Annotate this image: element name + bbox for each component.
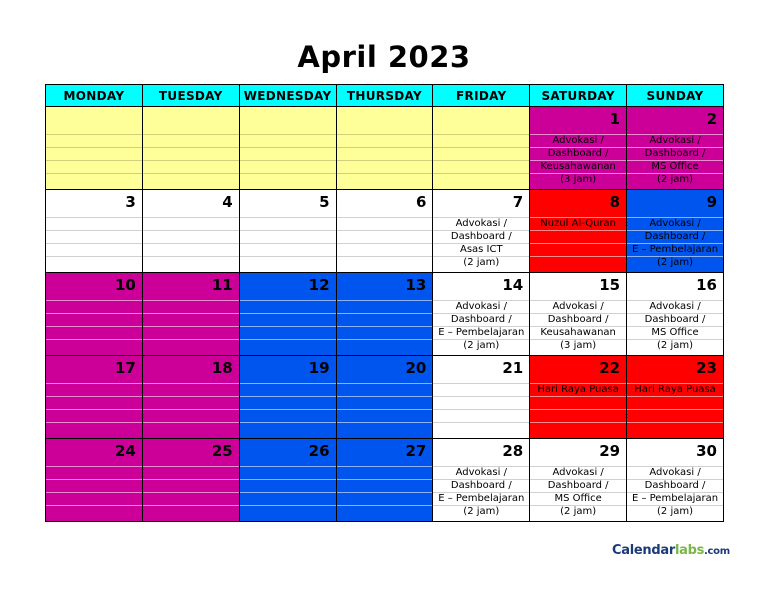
event-line [433, 134, 529, 147]
day-number: 9 [706, 193, 717, 211]
event-line [337, 313, 433, 326]
event-line [46, 383, 142, 396]
event-line [46, 173, 142, 186]
event-line: Dashboard / [433, 230, 529, 243]
day-cell[interactable] [530, 190, 627, 273]
weekday-header: TUESDAY [142, 85, 239, 107]
event-line [337, 396, 433, 409]
event-line [337, 505, 433, 518]
event-line: Hari Raya Puasa [627, 383, 723, 396]
calendar-grid [45, 84, 724, 522]
weekday-header: SUNDAY [627, 85, 724, 107]
day-number: 1 [609, 110, 621, 128]
event-line [143, 160, 239, 173]
day-cell[interactable] [142, 273, 239, 356]
day-cell[interactable] [336, 439, 433, 522]
event-line [240, 160, 336, 173]
event-line [530, 256, 626, 269]
event-line [143, 256, 239, 269]
weekday-header: WEDNESDAY [239, 85, 336, 107]
event-line [46, 505, 142, 518]
event-line [143, 409, 239, 422]
day-cell[interactable] [336, 356, 433, 439]
event-line [530, 230, 626, 243]
day-cell[interactable] [46, 356, 143, 439]
weekday-header: MONDAY [46, 85, 143, 107]
event-line [143, 383, 239, 396]
event-line [337, 409, 433, 422]
event-line: Advokasi / [433, 300, 529, 313]
event-line [433, 173, 529, 186]
event-line [337, 243, 433, 256]
event-line [240, 243, 336, 256]
day-cell[interactable] [433, 107, 530, 190]
day-number: 21 [502, 359, 524, 377]
day-number: 20 [405, 359, 427, 377]
event-line: Asas ICT [433, 243, 529, 256]
day-cell[interactable] [46, 190, 143, 273]
event-line [240, 147, 336, 160]
event-line [46, 396, 142, 409]
event-line: Nuzul Al-Quran [530, 217, 626, 230]
day-number: 14 [502, 276, 524, 294]
event-line [143, 326, 239, 339]
day-number: 7 [512, 193, 524, 211]
event-line [46, 230, 142, 243]
day-cell[interactable] [433, 190, 530, 273]
event-line [337, 326, 433, 339]
day-number: 4 [222, 193, 233, 211]
event-line: Dashboard / [627, 230, 723, 243]
weekday-header: SATURDAY [530, 85, 627, 107]
day-cell[interactable] [433, 356, 530, 439]
event-line [143, 217, 239, 230]
day-cell[interactable] [46, 439, 143, 522]
event-line: Advokasi / [433, 466, 529, 479]
event-line [143, 300, 239, 313]
event-line [46, 300, 142, 313]
day-cell[interactable] [433, 273, 530, 356]
event-line: (3 jam) [530, 339, 626, 352]
event-line [240, 326, 336, 339]
event-line: (3 jam) [530, 173, 626, 186]
event-line [143, 134, 239, 147]
day-number: 17 [114, 359, 136, 377]
event-line [240, 422, 336, 435]
day-number: 13 [405, 276, 427, 294]
event-line [337, 173, 433, 186]
day-cell[interactable] [239, 356, 336, 439]
day-number: 6 [415, 193, 427, 211]
event-line [46, 339, 142, 352]
day-number [337, 107, 433, 134]
weekday-header: FRIDAY [433, 85, 530, 107]
event-line [240, 134, 336, 147]
day-cell[interactable] [530, 273, 627, 356]
event-line [143, 396, 239, 409]
event-line: E – Pembelajaran [433, 492, 529, 505]
event-line [240, 479, 336, 492]
event-line [433, 160, 529, 173]
event-line: (2 jam) [627, 339, 723, 352]
day-number: 3 [125, 193, 136, 211]
event-line [46, 134, 142, 147]
event-line: Keusahawanan [530, 326, 626, 339]
day-number: 25 [211, 442, 233, 460]
event-line [530, 396, 626, 409]
event-line [433, 383, 529, 396]
day-number: 11 [211, 276, 233, 294]
event-line: Keusahawanan [530, 160, 626, 173]
event-line [240, 466, 336, 479]
day-number: 12 [308, 276, 330, 294]
event-line [337, 300, 433, 313]
event-line: Advokasi / [530, 134, 626, 147]
event-line: Dashboard / [627, 313, 723, 326]
day-cell[interactable] [142, 439, 239, 522]
week-row [46, 356, 724, 439]
event-line: Dashboard / [627, 147, 723, 160]
event-line [530, 422, 626, 435]
day-cell[interactable] [530, 439, 627, 522]
event-line: MS Office [627, 326, 723, 339]
event-line [433, 422, 529, 435]
event-line [143, 147, 239, 160]
event-line: E – Pembelajaran [627, 243, 723, 256]
day-cell[interactable] [239, 273, 336, 356]
event-line [46, 422, 142, 435]
event-line: Dashboard / [433, 479, 529, 492]
event-line [46, 313, 142, 326]
event-line [337, 422, 433, 435]
day-number: 26 [308, 442, 330, 460]
event-line: E – Pembelajaran [627, 492, 723, 505]
event-line [46, 326, 142, 339]
event-line [337, 466, 433, 479]
weekday-header: THURSDAY [336, 85, 433, 107]
event-line [46, 256, 142, 269]
event-line [337, 230, 433, 243]
day-number: 28 [502, 442, 524, 460]
day-cell[interactable] [627, 107, 724, 190]
day-cell[interactable] [627, 273, 724, 356]
event-line [143, 422, 239, 435]
event-line: (2 jam) [433, 505, 529, 518]
day-cell[interactable] [46, 107, 143, 190]
event-line: E – Pembelajaran [433, 326, 529, 339]
day-number: 15 [599, 276, 621, 294]
week-row [46, 439, 724, 522]
event-line: Advokasi / [627, 134, 723, 147]
day-cell[interactable] [239, 439, 336, 522]
day-number [143, 107, 239, 134]
day-cell[interactable] [46, 273, 143, 356]
brand-part-2: labs [674, 543, 705, 558]
event-line [46, 217, 142, 230]
event-line [143, 173, 239, 186]
brand-part-1: Calendar [612, 543, 675, 558]
day-cell[interactable] [627, 439, 724, 522]
day-number: 19 [308, 359, 330, 377]
event-line [627, 396, 723, 409]
day-cell[interactable] [530, 356, 627, 439]
event-line: (2 jam) [627, 505, 723, 518]
event-line [337, 479, 433, 492]
event-line: Advokasi / [530, 466, 626, 479]
event-line [46, 243, 142, 256]
day-number: 2 [706, 110, 717, 128]
event-line: Advokasi / [627, 466, 723, 479]
day-cell[interactable] [530, 107, 627, 190]
event-line [143, 479, 239, 492]
event-line [240, 300, 336, 313]
event-line [433, 147, 529, 160]
event-line: Advokasi / [627, 217, 723, 230]
event-line [240, 409, 336, 422]
event-line [143, 466, 239, 479]
day-number [46, 107, 142, 134]
event-line [337, 217, 433, 230]
event-line [530, 409, 626, 422]
event-line [240, 217, 336, 230]
event-line: Advokasi / [627, 300, 723, 313]
event-line [46, 147, 142, 160]
event-line [337, 147, 433, 160]
event-line: MS Office [530, 492, 626, 505]
event-line [337, 160, 433, 173]
event-line [143, 243, 239, 256]
event-line: (2 jam) [627, 173, 723, 186]
event-line [240, 383, 336, 396]
event-line [46, 479, 142, 492]
day-number: 23 [696, 359, 717, 377]
day-cell[interactable] [627, 356, 724, 439]
event-line: Hari Raya Puasa [530, 383, 626, 396]
day-number: 27 [405, 442, 427, 460]
event-line: MS Office [627, 160, 723, 173]
event-line [337, 492, 433, 505]
event-line: Dashboard / [530, 147, 626, 160]
event-line: Dashboard / [530, 479, 626, 492]
day-cell[interactable] [433, 439, 530, 522]
event-line [143, 230, 239, 243]
calendar-title: April 2023 [297, 40, 471, 74]
week-row [46, 190, 724, 273]
day-number: 24 [114, 442, 136, 460]
week-row [46, 107, 724, 190]
event-line: (2 jam) [627, 256, 723, 269]
event-line [337, 134, 433, 147]
event-line [240, 492, 336, 505]
brand-part-3: .com [704, 546, 730, 557]
day-number: 29 [599, 442, 621, 460]
event-line [240, 396, 336, 409]
day-cell[interactable] [336, 190, 433, 273]
event-line: (2 jam) [433, 339, 529, 352]
day-number: 5 [319, 193, 330, 211]
event-line [46, 466, 142, 479]
event-line: (2 jam) [530, 505, 626, 518]
event-line [240, 256, 336, 269]
event-line [46, 160, 142, 173]
event-line [143, 339, 239, 352]
event-line [627, 422, 723, 435]
event-line [240, 173, 336, 186]
event-line [433, 409, 529, 422]
event-line: Dashboard / [530, 313, 626, 326]
event-line [240, 505, 336, 518]
event-line [240, 230, 336, 243]
day-cell[interactable] [627, 190, 724, 273]
day-number [240, 107, 336, 134]
day-cell[interactable] [336, 273, 433, 356]
event-line: Dashboard / [433, 313, 529, 326]
event-line [143, 313, 239, 326]
event-line [530, 243, 626, 256]
event-line [337, 383, 433, 396]
day-number: 22 [599, 359, 621, 377]
event-line: (2 jam) [433, 256, 529, 269]
calendarlabs-logo [612, 543, 730, 558]
day-cell[interactable] [142, 107, 239, 190]
event-line [240, 313, 336, 326]
day-number: 8 [609, 193, 621, 211]
event-line: Dashboard / [627, 479, 723, 492]
event-line [433, 396, 529, 409]
day-cell[interactable] [239, 190, 336, 273]
event-line: Advokasi / [433, 217, 529, 230]
event-line [46, 492, 142, 505]
week-row [46, 273, 724, 356]
day-cell[interactable] [336, 107, 433, 190]
event-line [337, 339, 433, 352]
day-number: 18 [211, 359, 233, 377]
event-line [627, 409, 723, 422]
day-number: 10 [114, 276, 136, 294]
event-line [46, 409, 142, 422]
event-line [143, 505, 239, 518]
day-number: 30 [696, 442, 717, 460]
day-number [433, 107, 529, 134]
day-cell[interactable] [142, 356, 239, 439]
day-number: 16 [696, 276, 717, 294]
event-line [337, 256, 433, 269]
day-cell[interactable] [239, 107, 336, 190]
event-line [240, 339, 336, 352]
weekday-header-row [46, 85, 724, 107]
day-cell[interactable] [142, 190, 239, 273]
event-line: Advokasi / [530, 300, 626, 313]
event-line [143, 492, 239, 505]
